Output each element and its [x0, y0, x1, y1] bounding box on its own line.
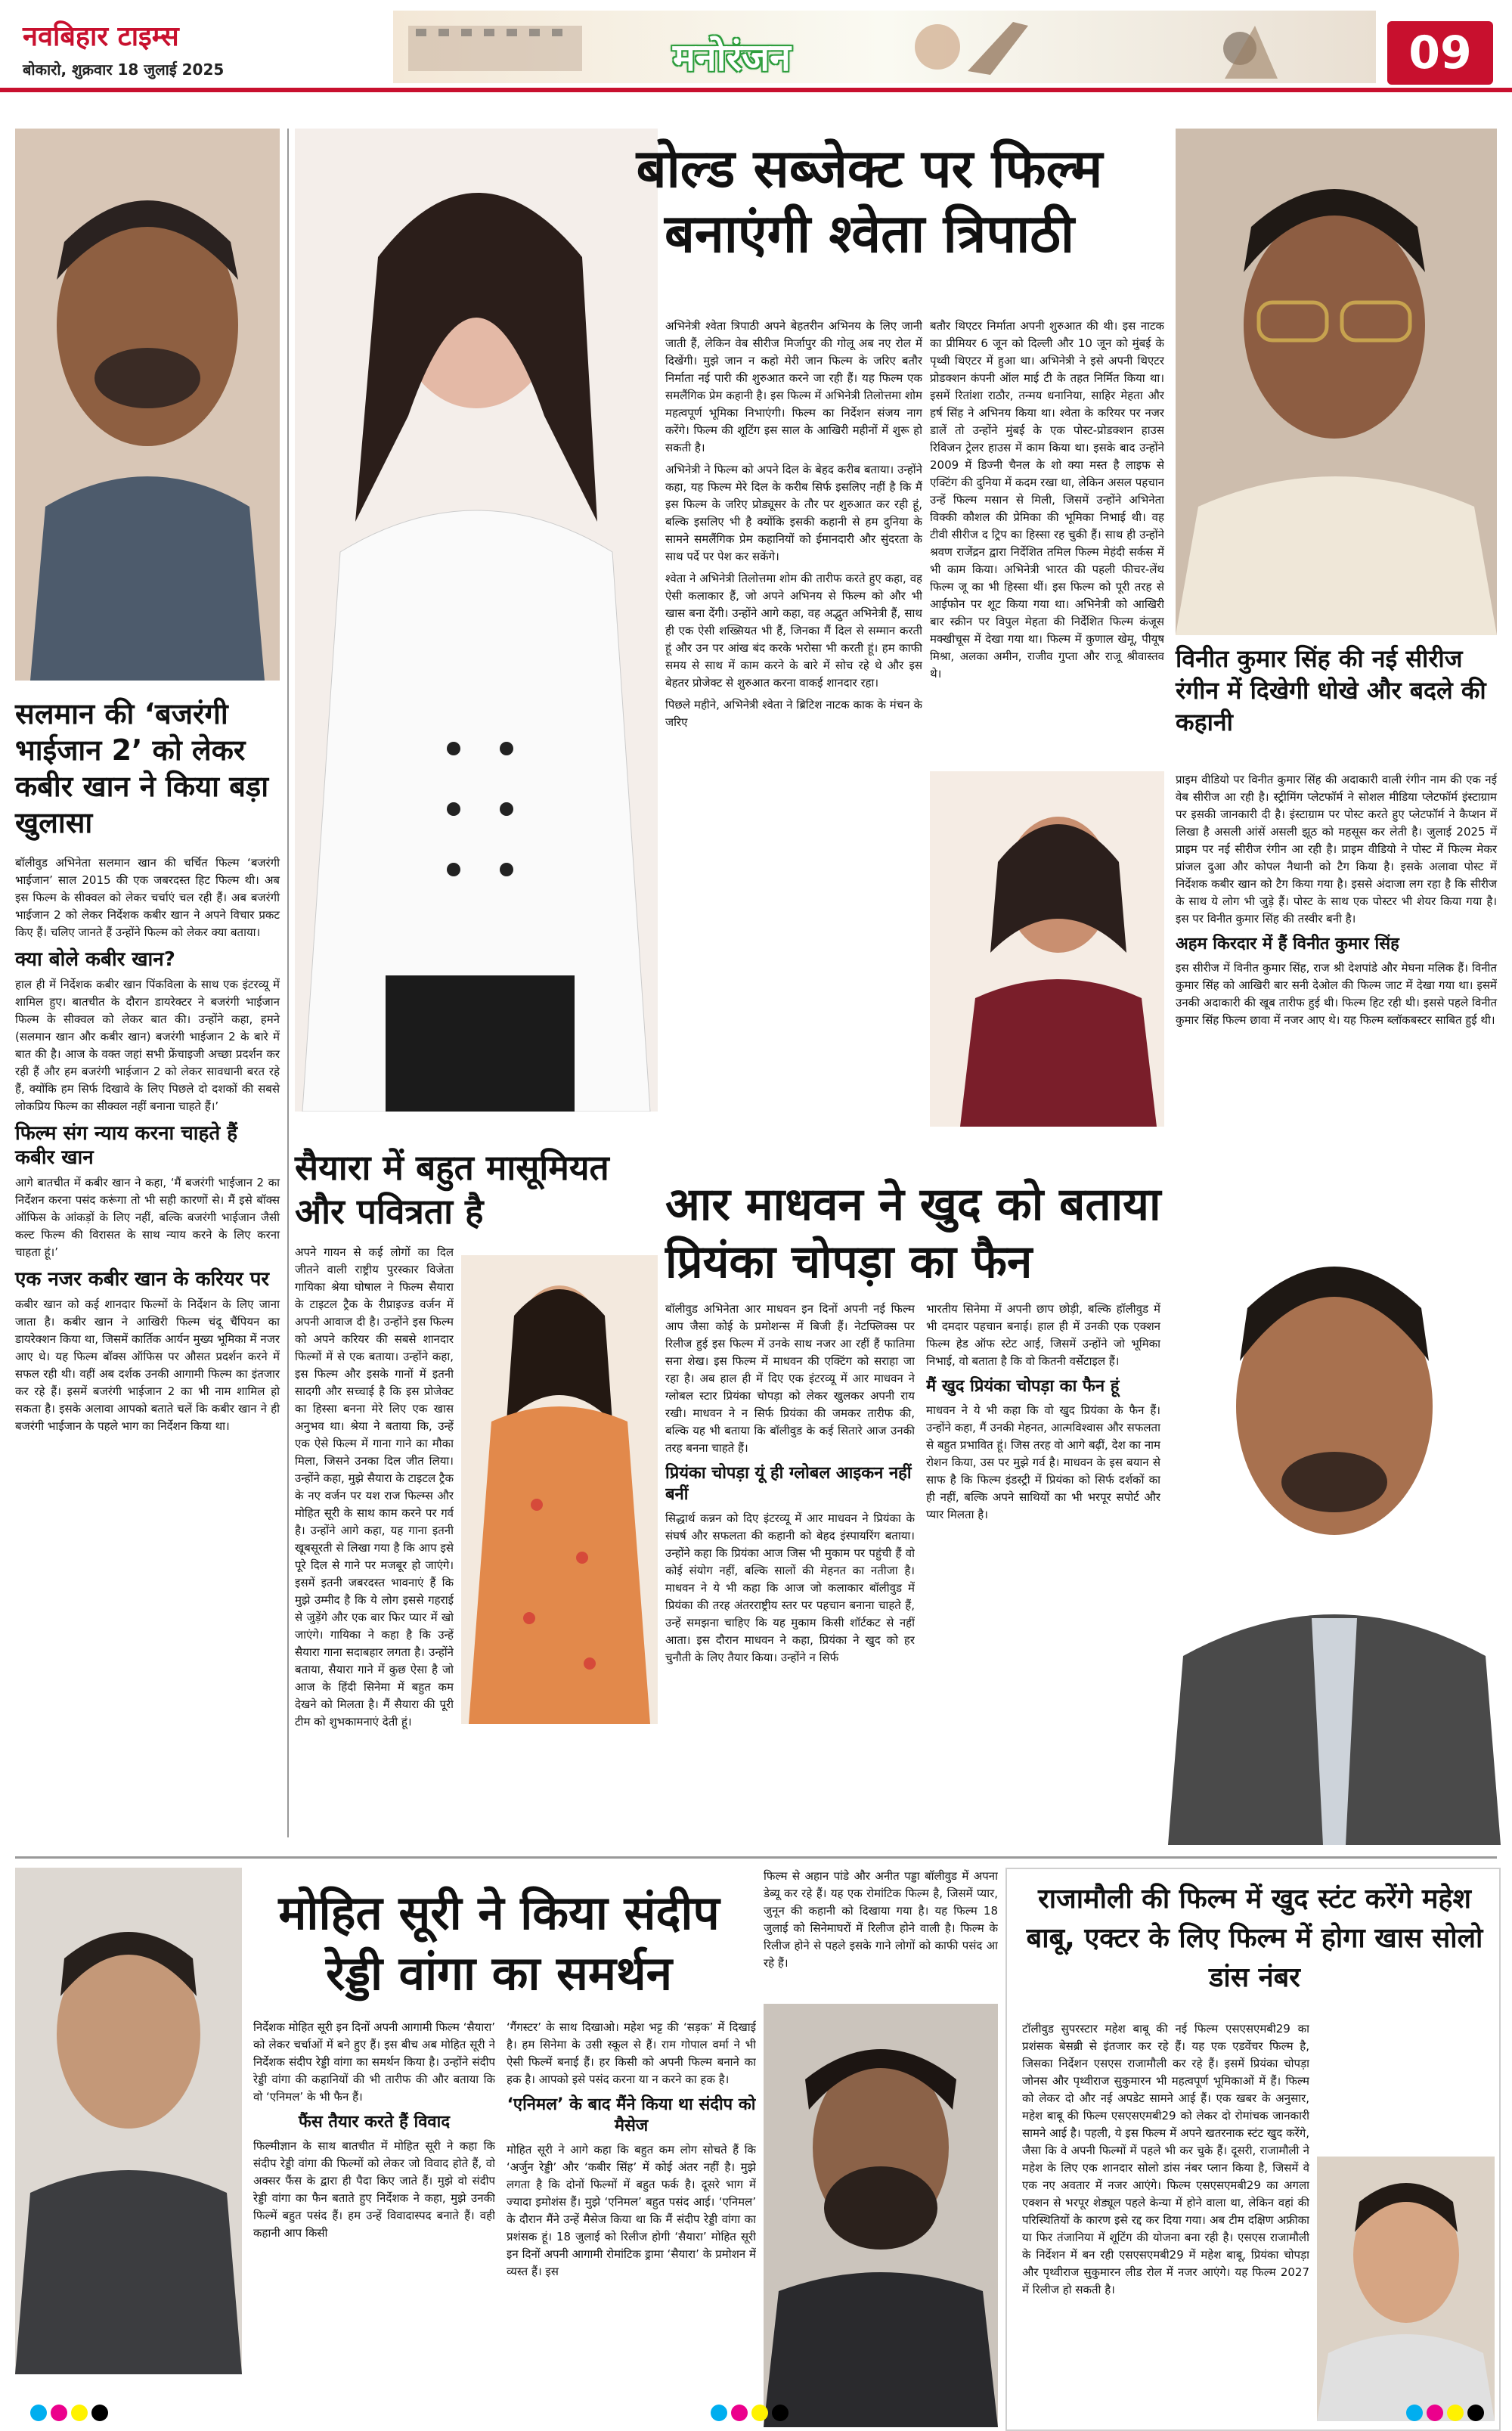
mohit-headline: मोहित सूरी ने किया संदीप रेड्डी वांगा का समर्थन — [278, 1885, 720, 2001]
kabir-para-3: कबीर खान को कई शानदार फिल्मों के निर्देशन के लिए जाना जाता है। कबीर खान ने आखिरी फिल्म चंदू चैंपियन का डायरेक्शन किया था, जिसमें कार्तिक आर्यन मुख्य भूमिका में नजर आए थे। यह फिल्म बॉक्स ऑफिस पर औसत प्रदर्शन करने में सफल रही थी। वहीं अब दर्शक उनकी आगामी फिल्म का इंतजार कर रहे हैं। इसमें बजरंगी भाईजान 2 का भी नाम शामिल हो सकता है। इसके अलावा आपको बताते चलें कि कबीर खान ने ही बजरंगी भाईजान के पहले भाग का निर्देशन किया था। — [15, 1298, 280, 1433]
masthead-rule — [0, 88, 1512, 92]
lead-para-2: अभिनेत्री ने फिल्म को अपने दिल के बेहद करीब बताया। उन्होंने कहा, यह फिल्म मेरे दिल के करीब सिर्फ इसलिए नहीं है कि मैं इस फिल्म के जरिए प्रोड्यूसर के तौर पर शुरुआत कर रही हूं, बल्कि इसलिए भी है क्योंकि इसकी कहानी से हम दुनिया के सामने समलैंगिक प्रेम कहानियों को ईमानदारी और सुंदरता के साथ पर्दे पर पेश कर सकेंगे। — [665, 463, 922, 563]
madhavan-para-4: माधवन ने ये भी कहा कि वो खुद प्रियंका के फैन हैं। उन्होंने कहा, मैं उनकी मेहनत, आत्मविश्वास और सफलता से बहुत प्रभावित हूं। जिस तरह वो आगे बढ़ीं, देश का नाम रोशन किया, उस पर मुझे गर्व है। माधवन के इस बयान से साफ है कि फिल्म इंडस्ट्री में प्रियंका को सिर्फ दर्शकों का ही नहीं, बल्कि अपने साथियों का भी भरपूर सपोर्ट और प्यार मिलता है। — [926, 1403, 1160, 1521]
shweta-tripathi-portrait — [295, 129, 658, 1112]
lead-para-5: बतौर थिएटर निर्माता अपनी शुरुआत की थी। इस नाटक का प्रीमियर 6 जून को दिल्ली और 10 जून को मुंबई के पृथ्वी थिएटर में हुआ था। अभिनेत्री ने इसे अपनी थिएटर प्रोडक्शन कंपनी ऑल माई टी के तहत निर्मित किया था। इसमें रितांशा राठौर, तन्मय धनानिया, साहिर मेहता और हर्ष सिंह ने अभिनय किया था। श्वेता के करियर पर नजर डालें तो उन्होंने मुंबई के एक पोस्ट-प्रोडक्शन हाउस रिविजन ट्रेलर हाउस में काम किया था। इसके बाद उन्होंने 2009 में डिज्नी चैनल के शो क्या मस्त है लाइफ से एक्टिंग की दुनिया में कदम रखा था, लेकिन असल पहचान उन्हें फिल्म मसान से मिली, जिसमें उन्होंने अभिनेता विक्की कौशल की प्रेमिका की भूमिका निभाई थी। वह टीवी सीरीज द ट्रिप का हिस्सा रह चुकी हैं। साथ ही उन्होंने श्रवण राजेंद्रन द्वारा निर्देशित तमिल फिल्म मेहंदी सर्कस में भी काम किया। अभिनेत्री भारत की पहली फीचर-लेंथ फिल्म जू का भी हिस्सा थीं। इस फिल्म को पूरी तरह से आईफोन पर शूट किया गया था। अभिनेत्री को आखिरी बार स्क्रीन पर विपुल मेहता की निर्देशित फिल्म कंजूस मक्खीचूस में देखा गया था। फिल्म में कुणाल खेमू, पीयूष मिश्रा, अलका अमीन, राजीव गुप्ता और राजू श्रीवास्तव थे। — [930, 319, 1164, 681]
mohit-para-4: मोहित सूरी ने आगे कहा कि बहुत कम लोग सोचते हैं कि ‘अर्जुन रेड्डी’ और ‘कबीर सिंह’ में कोई अंतर नहीं है। मुझे लगता है कि दोनों फिल्मों में बहुत फर्क है। दूसरे भाग में ज्यादा इमोशंस हैं। मुझे ‘एनिमल’ बहुत पसंद आई। ‘एनिमल’ के दौरान मैंने उन्हें मैसेज किया था कि मैं संदीप रेड्डी वांगा का प्रशंसक हूं। 18 जुलाई को रिलीज होगी ‘सैयारा’ मोहित सूरी इन दिनों अपनी आगामी रोमांटिक ड्रामा ‘सैयारा’ के प्रमोशन में व्यस्त हैं। इस — [507, 2143, 756, 2278]
vineet-kumar-singh-portrait — [1176, 129, 1497, 635]
madhavan-subhead-2: मैं खुद प्रियंका चोपड़ा का फैन हूं — [926, 1377, 1120, 1396]
madhavan-para-1: बॉलीवुड अभिनेता आर माधवन इन दिनों अपनी नई फिल्म आप जैसा कोई के प्रमोशन्स में बिजी हैं। नेटफ्लिक्स पर रिलीज हुई इस फिल्म में उनके साथ नजर आ रहीं हैं फातिमा सना शेख। इस फिल्म में माधवन की एक्टिंग को सराहा जा रहा है। अब हाल ही में दिए एक इंटरव्यू में आर माधवन ने ग्लोबल स्टार प्रियंका चोपड़ा को लेकर खुलकर अपनी राय रखी। माधवन ने न सिर्फ प्रियंका की जमकर तारीफ की, बल्कि यह भी बताया कि बॉलीवुड के कई सितारे आज उनकी तरह बनना चाहते हैं। — [665, 1302, 915, 1455]
mahesh-headline: राजामौली की फिल्म में खुद स्टंट करेंगे महेश बाबू, एक्टर के लिए फिल्म में होगा खास सोलो डांस नंबर — [1026, 1884, 1483, 1993]
mahesh-story-box — [1005, 1868, 1501, 2431]
mahesh-body — [1022, 2020, 1309, 2421]
mohit-col-2 — [507, 2019, 756, 2420]
madhavan-col-1 — [665, 1301, 915, 1845]
page-number: 09 — [1408, 26, 1472, 79]
column-divider — [287, 129, 289, 1837]
kabir-intro: बॉलीवुड अभिनेता सलमान खान की चर्चित फिल्म ‘बजरंगी भाईजान’ साल 2015 की एक जबरदस्त हिट फिल्म थी। अब इस फिल्म के सीक्वल को लेकर चर्चाएं चल रही हैं। अब बजरंगी भाईजान 2 को लेकर निर्देशक कबीर खान ने अपने विचार प्रकट किए हैं। चलिए जानते हैं उन्होंने फिल्म को लेकर क्या बताया। — [15, 856, 280, 939]
vineet-subhead: अहम किरदार में हैं विनीत कुमार सिंह — [1176, 935, 1399, 953]
kabir-story — [15, 129, 280, 1845]
madhavan-subhead-1: प्रियंका चोपड़ा यूं ही ग्लोबल आइकन नहीं बनीं — [665, 1464, 912, 1504]
lead-para-4: पिछले महीने, अभिनेत्री श्वेता ने ब्रिटिश नाटक काक के मंचन के जरिए — [665, 698, 922, 729]
mohit-subhead-2: ‘एनिमल’ के बाद मैंने किया था संदीप को मैसेज — [507, 2095, 756, 2135]
kabir-subhead-1: क्या बोले कबीर खान? — [15, 948, 175, 971]
lead-para-1: अभिनेत्री श्वेता त्रिपाठी अपने बेहतरीन अभिनय के लिए जानी जाती हैं, लेकिन वेब सीरीज मिर्जापुर की गोलू अब नए रोल में दिखेंगी। मुझे जान न कहो मेरी जान फिल्म के जरिए बतौर निर्माता नई पारी की शुरुआत करने जा रही हैं। यह फिल्म एक समलैंगिक प्रेम कहानी है। इस फिल्म में अभिनेत्री तिलोत्तमा शोम महत्वपूर्ण भूमिका निभाएंगी। फिल्म का निर्देशन संजय नाग करेंगे। फिल्म की शूटिंग इस साल के आखिरी महीनों में शुरू हो सकती है। — [665, 319, 922, 454]
kabir-body — [15, 854, 280, 1440]
vineet-headline: विनीत कुमार सिंह की नई सीरीज रंगीन में दिखेगी धोखे और बदले की कहानी — [1176, 644, 1486, 736]
lead-col-2 — [930, 318, 1164, 832]
mohit-col-1 — [253, 2019, 495, 2420]
sandeep-reddy-vanga-portrait — [764, 2004, 998, 2427]
vineet-para-1: प्राइम वीडियो पर विनीत कुमार सिंह की अदाकारी वाली रंगीन नाम की एक नई वेब सीरीज आ रही है। स्ट्रीमिंग प्लेटफॉर्म ने सोशल मीडिया प्लेटफॉर्म इंस्टाग्राम पर इसकी जानकारी दी है। इंस्टाग्राम पर पोस्ट करते हुए प्लेटफॉर्म ने कैप्शन में लिखा है असली आंसें असली झूठ को महसूस कर लेती है। जुलाई 2025 में प्राइम पर नई सीरीज रंगीन आ रही है। प्राइम वीडियो ने पोस्ट में फिल्म मेकर प्रांजल दुआ और कोपल नैथानी को टैग किया है। इसके अलावा पोस्ट में निर्देशक कबीर खान को टैग किया गया है। इससे अंदाजा लग रहा है कि सीरीज के साथ ये लोग भी जुड़े हैं। पोस्ट के साथ एक पोस्टर भी शेयर किया गया है। इस पर विनीत कुमार सिंह की तस्वीर बनी है। — [1176, 773, 1497, 926]
kabir-para-1: हाल ही में निर्देशक कबीर खान पिंकविला के साथ एक इंटरव्यू में शामिल हुए। बातचीत के दौरान डायरेक्टर ने बजरंगी भाईजान फिल्म के सीक्वल को लेकर बात की। उन्होंने कहा, हमने (सलमान खान और कबीर खान) बजरंगी भाईजान 2 के बारे में बात की है। आज के वक्त जहां सभी फ्रेंचाइजी अच्छा प्रदर्शन कर रही हैं और हम बजरंगी भाईजान 2 को लेकर सावधानी बरत रहे हैं, क्योंकि हम सिर्फ दिखावे के लिए पिछले दो दशकों की सबसे लोकप्रिय फिल्म का सीक्वल नहीं बनाना चाहते हैं।’ — [15, 978, 280, 1113]
paper-name: नवबिहार टाइम्स — [23, 21, 179, 52]
mahesh-babu-portrait — [1317, 2157, 1495, 2421]
registration-marks-right — [1406, 2405, 1488, 2424]
kabir-subhead-3: एक नजर कबीर खान के करियर पर — [15, 1268, 270, 1291]
section-banner — [393, 11, 1376, 83]
film-strip-banner-graphic — [393, 11, 1376, 83]
mohit-subhead-1: फैंस तैयार करते हैं विवाद — [298, 2113, 451, 2132]
page-number-box — [1387, 21, 1493, 85]
mohit-col-3 — [764, 1868, 998, 1996]
shreya-headline: सैयारा में बहुत मासूमियत और पवित्रता है — [295, 1147, 609, 1232]
mohit-para-3: ‘गैंगस्टर’ के साथ दिखाओ। महेश भट्ट की ‘सड़क’ में दिखाई है। हम सिनेमा के उसी स्कूल से हैं। राम गोपाल वर्मा ने भी ऐसी फिल्में बनाई हैं। हर किसी को अपनी फिल्म बनाने का हक है। आपको इसे पसंद करना या न करने का हक है। — [507, 2020, 756, 2086]
kabir-para-2: आगे बातचीत में कबीर खान ने कहा, ‘मैं बजरंगी भाईजान 2 का निर्देशन करना पसंद करूंगा तो भी सही कारणों से। मैं इसे बॉक्स ऑफिस के आंकड़ों के लिए नहीं, बल्कि बजरंगी भाईजान जैसी कल्ट फिल्म की विरासत के साथ न्याय करने के लिए करना चाहता हूं।’ — [15, 1176, 280, 1259]
shreya-body — [295, 1244, 454, 1841]
mohit-para-2: फिल्मीज्ञान के साथ बातचीत में मोहित सूरी ने कहा कि संदीप रेड्डी वांगा की फिल्मों को लेकर जो विवाद होते हैं, वो अक्सर फैंस के द्वारा ही पैदा किए जाते हैं। मुझे वो संदीप रेड्डी वांगा का फैन बताते हुए निर्देशक ने कहा, मुझे उनकी फिल्में बहुत पसंद हैं। हम उन्हें विवादास्पद बनाते हैं। वही कहानी आप किसी — [253, 2139, 495, 2240]
lead-headline: बोल्ड सब्जेक्ट पर फिल्म बनाएंगी श्वेता त्रिपाठी — [636, 138, 1103, 265]
section-title: मनोरंजन — [673, 36, 791, 79]
mahesh-text: टॉलीवुड सुपरस्टार महेश बाबू की नई फिल्म एसएसएमबी29 का प्रशंसक बेसब्री से इंतजार कर रहे हैं। यह एक एडवेंचर फिल्म है, जिसका निर्देशन एसएस राजामौली कर रहे हैं। इसमें प्रियंका चोपड़ा जोनस और पृथ्वीराज सुकुमारन भी महत्वपूर्ण भूमिकाओं में हैं। फिल्म को लेकर दो और नई अपडेट सामने आई हैं। एक खबर के अनुसार, महेश बाबू की फिल्म एसएसएमबी29 को लेकर दो रोमांचक जानकारी सामने आई है। पहली, ये इस फिल्म में अपने खतरनाक स्टंट खुद करेंगे, जैसा कि वे अपनी फिल्मों में पहले भी कर चुके हैं। दूसरी, राजामौली ने महेश के लिए एक शानदार सोलो डांस नंबर प्लान किया है, जिसमें वे एक नए अवतार में नजर आएंगे। फिल्म एसएसएमबी29 का अगला एक्शन से भरपूर शेड्यूल पहले केन्या में होने वाला था, लेकिन वहां की परिस्थितियों के कारण इसे रद्द कर दिया गया। अब टीम दक्षिण अफ्रीका या फिर तंजानिया में शूटिंग की योजना बना रही है। एसएस राजामौली के निर्देशन में बन रही एसएसएमबी29 में महेश बाबू, प्रियंका चोपड़ा और पृथ्वीराज सुकुमारन लीड रोल में नजर आएंगे। यह फिल्म 2027 में रिलीज हो सकती है। — [1022, 2022, 1309, 2296]
tillotama-shome-portrait — [930, 771, 1164, 1127]
dateline: बोकारो, शुक्रवार 18 जुलाई 2025 — [23, 60, 225, 79]
mohit-para-1: निर्देशक मोहित सूरी इन दिनों अपनी आगामी फिल्म ‘सैयारा’ को लेकर चर्चाओं में बने हुए हैं। इस बीच अब मोहित सूरी ने निर्देशक संदीप रेड्डी वांगा का समर्थन किया है। उन्होंने संदीप रेड्डी वांगा की कहानियों की भी तारीफ की और बताया कि वो ‘एनिमल’ के भी फैन हैं। — [253, 2020, 495, 2104]
r-madhavan-portrait — [1168, 1164, 1501, 1845]
mohit-para-5: फिल्म से अहान पांडे और अनीत पड्डा बॉलीवुड में अपना डेब्यू कर रहे हैं। यह एक रोमांटिक फिल्म है, जिसमें प्यार, जुनून की कहानी को दिखाया गया है। यह फिल्म 18 जुलाई को सिनेमाघरों में रिलीज होने वाली है। फिल्म के रिलीज होने से पहले इसके गाने लोगों को काफी पसंद आ रहे हैं। — [764, 1869, 998, 1970]
vineet-body — [1176, 771, 1497, 1034]
madhavan-headline: आर माधवन ने खुद को बताया प्रियंका चोपड़ा का फैन — [665, 1178, 1161, 1288]
section-divider — [15, 1856, 1497, 1859]
kabir-khan-portrait — [15, 129, 280, 681]
lead-col-1 — [665, 318, 922, 1134]
registration-marks-center — [711, 2405, 792, 2424]
vineet-para-2: इस सीरीज में विनीत कुमार सिंह, राज श्री देशपांडे और मेघना मलिक हैं। विनीत कुमार सिंह को आखिरी बार सनी देओल की फिल्म जाट में देखा गया था। इसमें उनकी अदाकारी की खूब तारीफ हुई थी। फिल्म हिट रही थी। इससे पहले विनीत कुमार सिंह फिल्म छावा में नजर आए थे। यह फिल्म ब्लॉकबस्टर साबित हुई थी। — [1176, 961, 1497, 1027]
shreya-text: अपने गायन से कई लोगों का दिल जीतने वाली राष्ट्रीय पुरस्कार विजेता गायिका श्रेया घोषाल ने फिल्म सैयारा के टाइटल ट्रैक के रीप्राइज्ड वर्जन में अपनी आवाज दी है। उन्होंने इस फिल्म को अपने करियर की सबसे शानदार फिल्मों में से एक बताया। उन्होंने कहा, इस फिल्म और इसके गानों में इतनी सादगी और सच्चाई है कि इस प्रोजेक्ट का हिस्सा बनना मेरे लिए एक खास अनुभव था। श्रेया ने बताया कि, उन्हें एक ऐसे फिल्म में गाना गाने का मौका मिला, जिसने उनका दिल जीत लिया। उन्होंने कहा, मुझे सैयारा के टाइटल ट्रैक के नए वर्जन पर यश राज फिल्म्स और मोहित सूरी के साथ काम करने पर गर्व है। उन्होंने आगे कहा, यह गाना इतनी खूबसूरती से लिखा गया है कि आप इसे पूरे दिल से गाने पर मजबूर हो जाएंगे। इसमें इतनी जबरदस्त भावनाएं हैं कि मुझे उम्मीद है कि ये लोग इससे गहराई से जुड़ेंगे और एक बार फिर प्यार में खो जाएंगे। गायिका ने कहा है कि उन्हें सैयारा गाना सदाबहार लगता है। उन्होंने बताया, सैयारा गाने में कुछ ऐसा है जो आज के हिंदी सिनेमा में बहुत कम देखने को मिलता है। मैं सैयारा की पूरी टीम को शुभकामनाएं देती हूं। — [295, 1245, 454, 1729]
registration-marks-left — [30, 2405, 112, 2424]
lead-para-3: श्वेता ने अभिनेत्री तिलोत्तमा शोम की तारीफ करते हुए कहा, वह ऐसी कलाकार हैं, जो अपने अभिनय से फिल्म को और भी खास बना देंगी। उन्होंने आगे कहा, वह अद्भुत अभिनेत्री हैं, साथ ही एक ऐसी शख्सियत भी हैं, जिनका मैं दिल से सम्मान करती हूं और उन पर आंख बंद करके भरोसा भी करती हूं। हम काफी समय से साथ में काम करने के बारे में सोच रहे थे और इस बेहतर प्रोजेक्ट से शुरुआत करना वाकई शानदार रहा। — [665, 572, 922, 690]
kabir-headline: सलमान की ‘बजरंगी भाईजान 2’ को लेकर कबीर खान ने किया बड़ा खुलासा — [15, 697, 269, 839]
kabir-subhead-2: फिल्म संग न्याय करना चाहते हैं कबीर खान — [15, 1122, 238, 1169]
madhavan-col-2 — [926, 1301, 1160, 1845]
madhavan-para-3: भारतीय सिनेमा में अपनी छाप छोड़ी, बल्कि हॉलीवुड में भी दमदार पहचान बनाई। हाल ही में उनकी एक एक्शन फिल्म हेड ऑफ स्टेट आई, जिसमें उन्होंने जो भूमिका निभाई, वो बताता है कि वो कितनी वर्सेटाइल हैं। — [926, 1302, 1160, 1368]
masthead — [0, 0, 1512, 89]
mohit-suri-portrait — [15, 1868, 242, 2374]
madhavan-para-2: सिद्धार्थ कन्नन को दिए इंटरव्यू में आर माधवन ने प्रियंका के संघर्ष और सफलता की कहानी को बेहद इंस्पायरिंग बताया। उन्होंने कहा कि प्रियंका आज जिस भी मुकाम पर पहुंची हैं वो कोई संयोग नहीं, बल्कि सालों की मेहनत का नतीजा है। माधवन ने ये भी कहा कि आज जो कलाकार बॉलीवुड में प्रियंका की तरह अंतरराष्ट्रीय स्तर पर पहचान बनाना चाहते हैं, उन्हें समझना चाहिए कि यह मुकाम किसी शॉर्टकट से नहीं आता। इस दौरान माधवन ने कहा, प्रियंका ने खुद को हर चुनौती के लिए तैयार किया। उन्होंने न सिर्फ — [665, 1512, 915, 1664]
shreya-ghoshal-portrait — [461, 1255, 658, 1724]
